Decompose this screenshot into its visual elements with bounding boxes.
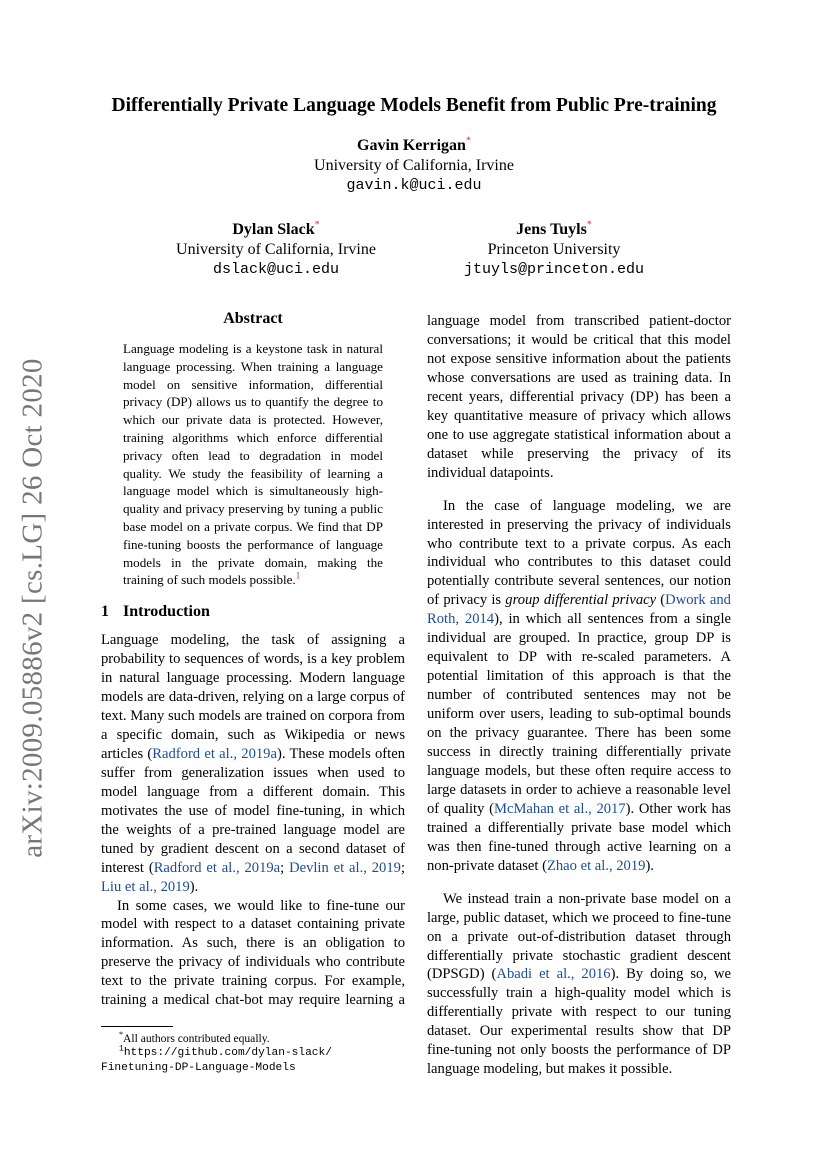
- abstract-heading: Abstract: [223, 310, 283, 327]
- section-title: Introduction: [123, 603, 210, 621]
- text-span: In the case of language modeling, we are interested in preserving the privacy of individuals who contribute text to a private corpus. As each individual who contributes to this dataset could potentially contribute several sentences, our notion of privacy is: [427, 497, 731, 609]
- text-span: We instead train a non-private base model on a large, public dataset, which we proceed to fine-tune on a private out-of-distribution dataset through differentially private stochastic gradient descent (DPSGD) (: [427, 890, 731, 983]
- author-affiliation: Princeton University: [487, 241, 621, 258]
- citation-link[interactable]: Dwork and Roth, 2014: [427, 592, 731, 628]
- left-column: [101, 308, 405, 1076]
- intro-paragraph-2-continued: [427, 312, 731, 483]
- intro-paragraph-1: [101, 631, 405, 896]
- citation-link[interactable]: Radford et al., 2019a: [153, 859, 281, 876]
- footnote-rule: [101, 1026, 173, 1027]
- footnote-2[interactable]: [101, 1046, 405, 1061]
- text-span: ).: [189, 878, 199, 895]
- intro-paragraph-4: [427, 890, 731, 1080]
- text-span: ;: [400, 859, 405, 876]
- abstract-text: Language modeling is a keystone task in natural language processing. When training a language model on sensitive information, differential privacy (DP) allows us to quantify the degree to which our private data is protected. However, training algorithms which enforce differential privacy often lead to degradation in model quality. We study the feasibility of learning a language model which is simultaneously high-quality and privacy preserving by tuning a public base model on a private corpus. We find that DP fine-tuning boosts the performance of language models in the private domain, making the training of such models possible.: [123, 341, 383, 588]
- author-name: Jens Tuyls: [516, 221, 587, 238]
- text-span: language model from transcribed patient-doctor conversations; it would be critical that this model not expose sensitive information about the patients whose conversations are used as training data. In recent years, differential privacy (DP) has been a key quantitative measure of privacy which allows one to use aggregate statistical information about a dataset while preserving the privacy of its individual datapoints.: [427, 313, 731, 481]
- footnote-url-line1[interactable]: https://github.com/dylan-slack/: [123, 1047, 332, 1060]
- author-block-3: [404, 220, 704, 280]
- emphasis: group differential privacy: [505, 592, 657, 609]
- author-name: Gavin Kerrigan: [357, 137, 466, 154]
- text-span: ). These models often suffer from generalization issues when used to model language from a different domain. This motivates the use of model fine-tuning, in which the weights of a pre-trained language model are tuned by gradient descent on a second dataset of interest (: [101, 745, 405, 876]
- text-span: Language modeling, the task of assigning a probability to sequences of words, is a key problem in natural language processing. Modern language models are data-driven, relying on a large corpus of text. Many such models are trained on corpora from a specific domain, such as Wikipedia or news articles (: [101, 632, 405, 762]
- text-span: ). Other work has trained a differentially private base model which was then fine-tuned through active learning on a non-private dataset (: [427, 800, 731, 874]
- author-mark: *: [465, 135, 471, 147]
- text-span: (: [656, 592, 666, 609]
- citation-link[interactable]: Devlin et al., 2019: [289, 859, 401, 876]
- author-affiliation: University of California, Irvine: [314, 157, 514, 174]
- text-span: ;: [280, 859, 290, 876]
- footnote-mark: 1: [119, 1044, 124, 1054]
- citation-link[interactable]: Radford et al., 2019a: [152, 745, 277, 762]
- footnote-text: All authors contributed equally.: [123, 1032, 270, 1046]
- author-name: Dylan Slack: [232, 221, 315, 238]
- text-span: In some cases, we would like to fine-tune our model with respect to a dataset containing private information. As such, there is an obligation to preserve the privacy of individuals who contribute text to the private training corpus. For example, training a medical chat-bot may require learning a: [101, 897, 405, 1009]
- arxiv-stamp-text: arXiv:2009.05886v2 [cs.LG] 26 Oct 2020: [16, 357, 49, 858]
- footnote-mark: *: [119, 1030, 123, 1040]
- paper-title: Differentially Private Language Models Benefit from Public Pre-training: [111, 95, 717, 116]
- text-span: ).: [645, 857, 654, 874]
- arxiv-stamp: [14, 357, 52, 858]
- intro-paragraph-3: [427, 497, 731, 876]
- text-span: ), in which all sentences from a single individual are grouped. In practice, group DP is equivalent to DP with re-scaled parameters. A potential limitation of this approach is that the number of contributed sentences may not be uniform over users, leading to sub-optimal bounds on the privacy guarantee. There has been some success in directly training differentially private language models, but these often require access to large datasets in order to achieve a reasonable level of quality (: [427, 611, 731, 817]
- citation-link[interactable]: Zhao et al., 2019: [546, 857, 646, 874]
- section-heading: [101, 601, 405, 623]
- author-affiliation: University of California, Irvine: [176, 241, 376, 258]
- intro-paragraph-2-start: [101, 897, 405, 1011]
- text-span: ). By doing so, we successfully train a high-quality model which is differentially private with respect to our tuning dataset. Our experimental results show that DP fine-tuning not only boosts the performance of DP language modeling, but makes it possible.: [427, 966, 731, 1078]
- author-email[interactable]: dslack@uci.edu: [212, 261, 340, 278]
- section-number: 1: [101, 603, 109, 621]
- author-email[interactable]: jtuyls@princeton.edu: [463, 261, 645, 278]
- footnote-url-line2[interactable]: Finetuning-DP-Language-Models: [101, 1062, 296, 1075]
- right-column: [427, 312, 731, 1079]
- author-block-2: [126, 220, 426, 280]
- author-email[interactable]: gavin.k@uci.edu: [346, 177, 482, 194]
- citation-link[interactable]: Liu et al., 2019: [101, 878, 190, 895]
- footnote-1: [101, 1031, 405, 1046]
- abstract-body: [123, 340, 383, 589]
- citation-link[interactable]: Abadi et al., 2016: [496, 966, 611, 983]
- author-block-1: [264, 136, 564, 196]
- footnote-ref[interactable]: 1: [295, 571, 301, 581]
- author-mark: *: [586, 219, 592, 231]
- footnote-2-cont[interactable]: [101, 1061, 405, 1076]
- citation-link[interactable]: McMahan et al., 2017: [493, 800, 626, 817]
- author-mark: *: [314, 219, 320, 231]
- intro-paragraph-2-flow: [427, 312, 731, 483]
